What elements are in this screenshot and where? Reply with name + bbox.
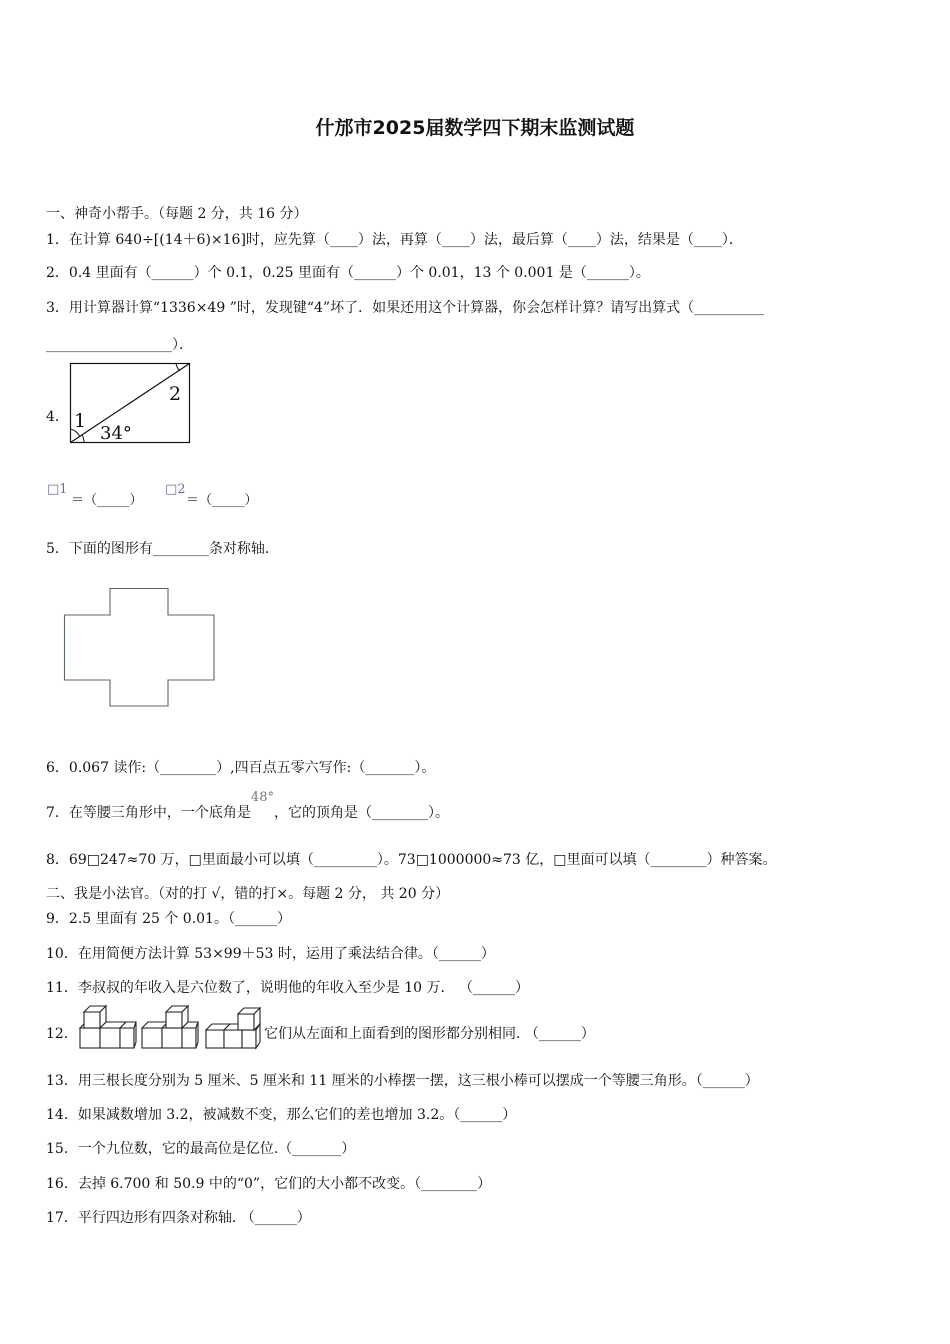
question-5: 5．下面的图形有________条对称轴. (46, 541, 270, 557)
question-12-text: 它们从左面和上面看到的图形都分别相同. （______） (264, 1026, 595, 1042)
question-7-angle: 48° (250, 790, 274, 805)
question-9: 9．2.5 里面有 25 个 0.01。（______） (46, 911, 291, 927)
question-14: 14．如果减数增加 3.2，被减数不变，那么它们的差也增加 3.2。（______） (46, 1107, 517, 1123)
question-16: 16．去掉 6.700 和 50.9 中的“0”，它们的大小都不改变。（________） (46, 1176, 492, 1192)
question-13: 13．用三根长度分别为 5 厘米、5 厘米和 11 厘米的小棒摆一摆，这三根小棒可以摆成一个等腰三角形。（______） (46, 1073, 759, 1089)
angle-value-label: 34° (100, 423, 132, 444)
question-7-after: ，它的顶角是（________）。 (273, 805, 449, 821)
angle-2-label: 2 (169, 383, 182, 405)
question-11: 11．李叔叔的年收入是六位数了，说明他的年收入至少是 10 万． （______） (46, 980, 529, 996)
question-7-before: 7．在等腰三角形中，一个底角是 (46, 805, 251, 821)
question-17: 17．平行四边形有四条对称轴. （______） (46, 1210, 311, 1226)
page-title: 什邡市2025届数学四下期末监测试题 (315, 117, 635, 139)
angle-1-symbol: □1 (47, 482, 68, 497)
question-8: 8．69□247≈70 万，□里面最小可以填（_________）。73□1000000≈73 亿，□里面可以填（________）种答案。 (46, 852, 777, 868)
question-1: 1．在计算 640÷[(14＋6)×16]时，应先算（____）法，再算（____）法，最后算（____）法，结果是（____）． (46, 232, 743, 248)
rectangle-angle-figure (70, 363, 192, 445)
angle-2-symbol: □2 (165, 482, 186, 497)
cube-stacks-figure (78, 1006, 264, 1052)
section-1-heading: 一、神奇小帮手。（每题 2 分，共 16 分） (46, 206, 308, 222)
question-4-number: 4． (46, 409, 69, 425)
angle-1-answer: ＝（_____） (71, 493, 143, 508)
question-3-line-2: __________________）． (46, 337, 193, 353)
question-3-line-1: 3．用计算器计算“1336×49 ”时，发现键“4”坏了．如果还用这个计算器，你会怎样计算？请写出算式（__________ (46, 300, 765, 316)
question-2: 2．0.4 里面有（______）个 0.1，0.25 里面有（______）个 0.01，13 个 0.001 是（______）。 (46, 265, 650, 281)
angle-1-label: 1 (74, 410, 87, 432)
angle-2-answer: ＝（_____） (186, 493, 258, 508)
question-10: 10．在用简便方法计算 53×99＋53 时，运用了乘法结合律。（______） (46, 946, 495, 962)
section-2-heading: 二、我是小法官。（对的打 √，错的打×。每题 2 分， 共 20 分） (46, 886, 450, 902)
question-6: 6．0.067 读作:（________）,四百点五零六写作:（_______）。 (46, 760, 436, 776)
question-15: 15．一个九位数，它的最高位是亿位.（_______） (46, 1141, 356, 1157)
question-12-number: 12． (46, 1026, 78, 1042)
cross-shape-figure (64, 588, 216, 708)
question-7 (46, 790, 449, 822)
